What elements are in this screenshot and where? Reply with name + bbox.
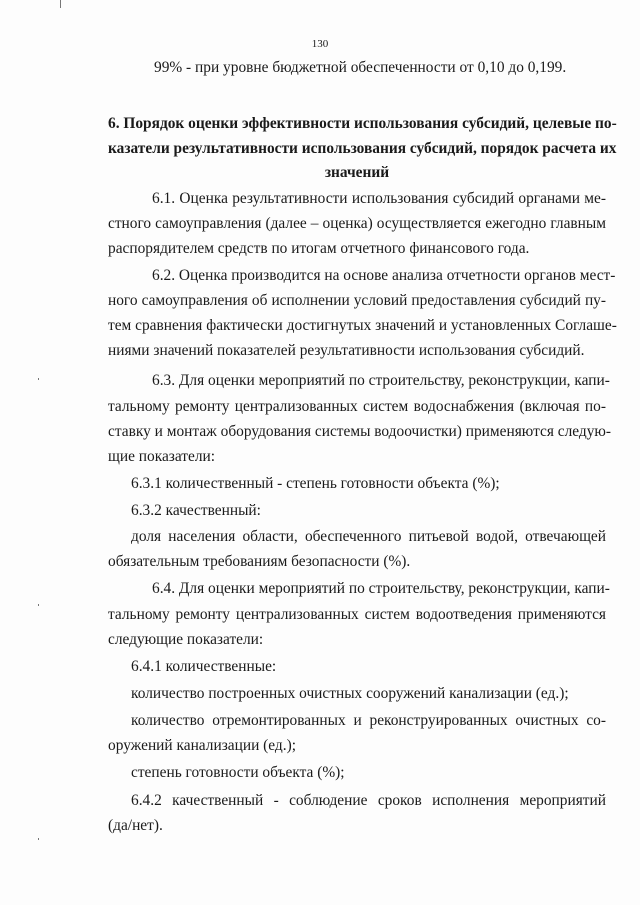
paragraph-line: 6.4.1 количественные: <box>131 658 277 675</box>
paragraph-line: количество построенных очистных сооружений канализации (ед.); <box>131 685 569 702</box>
paragraph-line: 6.1. Оценка результативности использования субсидий органами ме- <box>152 190 606 207</box>
paragraph-line: 6.4. Для оценки мероприятий по строительству, реконструкции, капи- <box>152 580 610 597</box>
paragraph-line: ставку и монтаж оборудования системы водоочистки) применяются следую- <box>108 423 612 440</box>
paragraph-line: тем сравнения фактически достигнутых значений и установленных Соглаше- <box>108 317 617 334</box>
paragraph-line: обязательным требованиям безопасности (%). <box>108 553 411 570</box>
page-number: 130 <box>311 38 329 50</box>
paragraph-line: 6.3. Для оценки мероприятий по строительству, реконструкции, капи- <box>152 372 610 389</box>
paragraph-line: 6.3.1 количественный - степень готовности объекта (%); <box>131 475 500 492</box>
paragraph-line: оружений канализации (ед.); <box>108 737 296 754</box>
paragraph-line: 6.2. Оценка производится на основе анализа отчетности органов мест- <box>152 267 616 284</box>
paragraph-line: тальному ремонту централизованных систем водоотведения применяются <box>108 606 606 623</box>
section-heading-line: значений <box>324 164 390 181</box>
paragraph-line: тальному ремонту централизованных систем водоснабжения (включая по- <box>108 398 606 415</box>
paragraph-line: количество отремонтированных и реконструированных очистных со- <box>131 712 606 729</box>
paragraph-line: 6.4.2 качественный - соблюдение сроков исполнения мероприятий <box>131 792 606 809</box>
paragraph-line: (да/нет). <box>108 817 163 834</box>
scan-mark <box>38 838 39 840</box>
section-heading-line: 6. Порядок оценки эффективности использования субсидий, целевые по- <box>108 115 617 132</box>
section-heading-line: казатели результативности использования субсидий, порядок расчета их <box>108 140 617 157</box>
paragraph-line: стного самоуправления (далее – оценка) осуществляется ежегодно главным <box>108 215 606 232</box>
paragraph-line: 6.3.2 качественный: <box>131 502 261 519</box>
paragraph-line: следующие показатели: <box>108 631 264 648</box>
paragraph-line: ниями значений показателей результативности использования субсидий. <box>108 342 585 359</box>
scan-mark <box>38 604 39 606</box>
scan-mark <box>60 0 61 8</box>
paragraph-line: ного самоуправления об исполнении условий предоставления субсидий пу- <box>108 292 606 309</box>
scan-mark <box>38 378 39 380</box>
paragraph-line: доля населения области, обеспеченного питьевой водой, отвечающей <box>131 528 606 545</box>
paragraph-line: распорядителем средств по итогам отчетного финансового года. <box>108 240 530 257</box>
text-line: 99% - при уровне бюджетной обеспеченности от 0,10 до 0,199. <box>154 59 567 76</box>
paragraph-line: степень готовности объекта (%); <box>131 764 345 781</box>
paragraph-line: щие показатели: <box>108 448 216 465</box>
